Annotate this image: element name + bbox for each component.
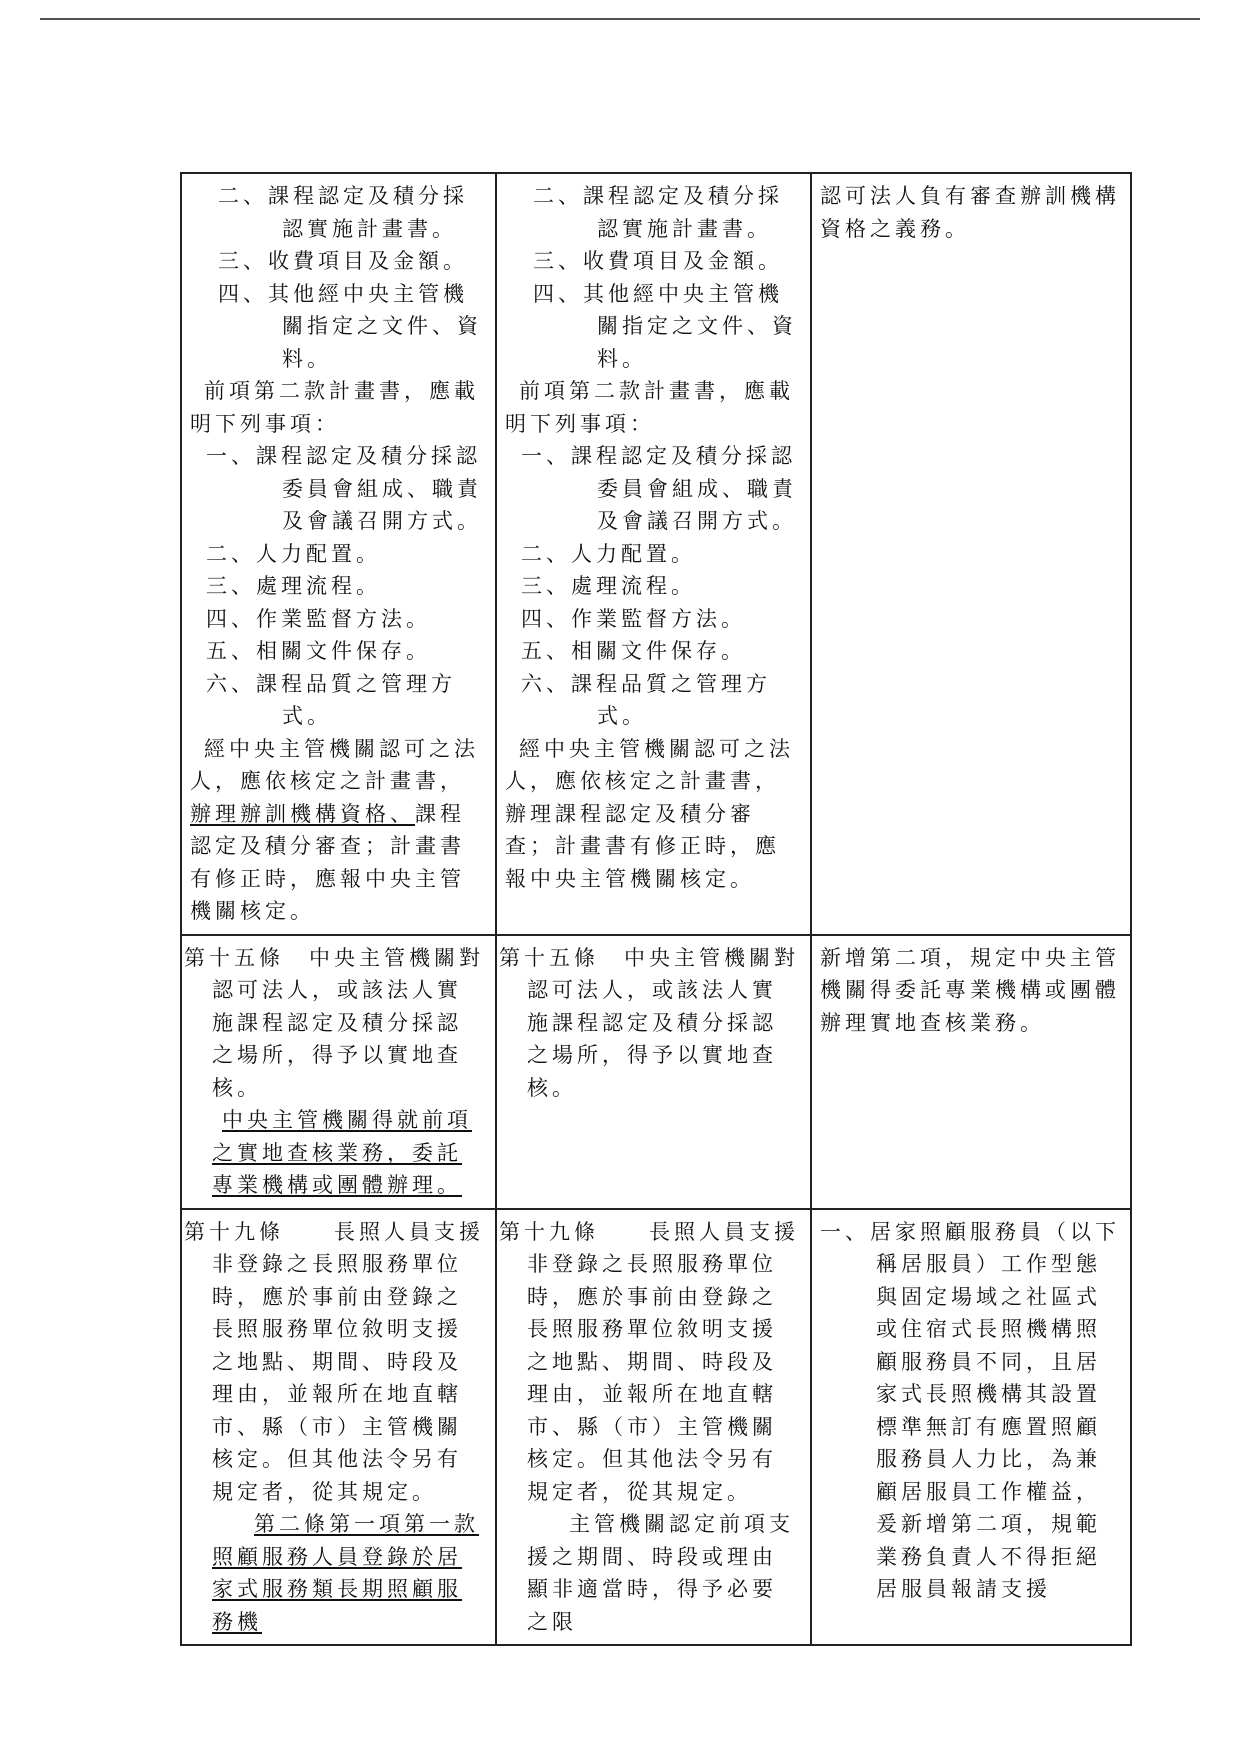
explanation-cell	[811, 173, 1131, 935]
scan-top-rule	[40, 18, 1200, 20]
table-row	[181, 935, 1131, 1209]
list-item: 三、收費項目及金額。	[218, 249, 468, 273]
list-item: 五、相關文件保存。	[206, 639, 431, 663]
explanation-cell	[811, 1209, 1131, 1646]
article-text: 第十五條 中央主管機關對認可法人，或該法人實施課程認定及積分採認之場所，得予以實地查核。	[499, 945, 799, 1100]
explanation-text: 新增第二項，規定中央主管機關得委託專業機構或團體辦理實地查核業務。	[820, 945, 1120, 1035]
comparison-table	[180, 172, 1132, 1646]
paragraph: 前項第二款計畫書，應載明下列事項：	[190, 379, 479, 436]
list-item: 六、課程品質之管理方式。	[521, 671, 771, 728]
list-item: 一、課程認定及積分採認委員會組成、職責及會議召開方式。	[521, 444, 797, 533]
list-item: 四、作業監督方法。	[521, 606, 746, 631]
list-item: 四、其他經中央主管機關指定之文件、資料。	[533, 281, 797, 371]
amended-text-cell	[181, 173, 496, 935]
table-row	[181, 1209, 1131, 1646]
list-item: 二、人力配置。	[521, 541, 696, 566]
amended-text-cell	[181, 935, 496, 1209]
list-item: 二、課程認定及積分採認實施計畫書。	[218, 184, 468, 241]
added-text: 中央主管機關得就前項之實地查核業務，委託專業機構或團體辦理。	[212, 1108, 472, 1197]
explanation-text: 一、居家照顧服務員（以下稱居服員）工作型態與固定場域之社區式或住宿式長照機構照顧服務員不同，且居家式長照機構其設置標準無訂有應置照顧服務員人力比，為兼顧居服員工作權益，爰新增第二項，規範業務負責人不得拒絕居服員報請支援	[820, 1219, 1120, 1601]
list-item: 三、收費項目及金額。	[533, 249, 783, 273]
list-item: 五、相關文件保存。	[521, 639, 746, 663]
explanation-text: 認可法人負有審查辦訓機構資格之義務。	[820, 184, 1120, 241]
list-item: 三、處理流程。	[521, 574, 696, 598]
list-item: 四、作業監督方法。	[206, 606, 431, 631]
paragraph: 主管機關認定前項支援之期間、時段或理由顯非適當時，得予必要之限	[527, 1512, 794, 1634]
list-item: 四、其他經中央主管機關指定之文件、資料。	[218, 281, 482, 371]
paragraph	[190, 733, 485, 928]
list-item: 二、課程認定及積分採認實施計畫書。	[533, 184, 783, 241]
paragraph: 經中央主管機關認可之法人，應依核定之計畫書，辦理課程認定及積分審查；計畫書有修正時，應報中央主管機關核定。	[505, 736, 794, 891]
list-item: 二、人力配置。	[206, 541, 381, 566]
current-text-cell	[496, 935, 811, 1209]
text-run: 經中央主管機關認可之法人，應依核定之計畫書，	[190, 736, 479, 793]
amended-text-cell	[181, 1209, 496, 1646]
current-text-cell	[496, 1209, 811, 1646]
article-text: 第十五條 中央主管機關對認可法人，或該法人實施課程認定及積分採認之場所，得予以實地查核。	[184, 945, 484, 1100]
list-item: 一、課程認定及積分採認委員會組成、職責及會議召開方式。	[206, 444, 482, 533]
added-text: 第二條第一項第一款照顧服務人員登錄於居家式服務類長期照顧服務機	[212, 1512, 479, 1634]
current-text-cell	[496, 173, 811, 935]
article-text: 第十九條 長照人員支援非登錄之長照服務單位時，應於事前由登錄之長照服務單位敘明支援之地點、期間、時段及理由，並報所在地直轄市、縣（市）主管機關核定。但其他法令另有規定者，從其規定。	[184, 1219, 484, 1504]
paragraph: 前項第二款計畫書，應載明下列事項：	[505, 379, 794, 436]
added-text: 辦理辦訓機構資格、	[190, 801, 415, 826]
list-item: 六、課程品質之管理方式。	[206, 671, 456, 728]
article-text: 第十九條 長照人員支援非登錄之長照服務單位時，應於事前由登錄之長照服務單位敘明支援之地點、期間、時段及理由，並報所在地直轄市、縣（市）主管機關核定。但其他法令另有規定者，從其規定。	[499, 1219, 799, 1504]
explanation-cell	[811, 935, 1131, 1209]
list-item: 三、處理流程。	[206, 574, 381, 598]
text-run: 課程認定及積分審查；計畫書有修正時，應報中央主管機關核定。	[190, 801, 465, 923]
table-row	[181, 173, 1131, 935]
